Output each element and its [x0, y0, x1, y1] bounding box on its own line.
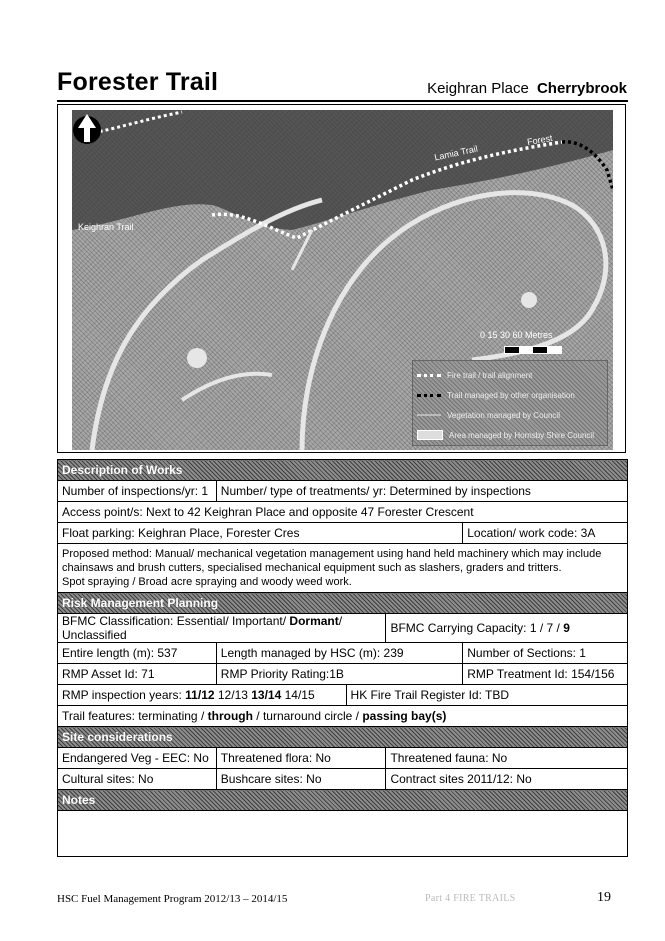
- inspections-label: Number of inspections/yr:: [62, 484, 199, 498]
- inspections-cell: [58, 481, 217, 502]
- table-row: [58, 614, 628, 643]
- bfmc-capacity-cell: [386, 614, 628, 643]
- legend-text: Fire trail / trail alignment: [447, 370, 533, 380]
- access-points-cell: Access point/s: Next to 42 Keighran Place and opposite 47 Forester Crescent: [58, 502, 628, 523]
- method-line: Spot spraying / Broad acre spraying and woody weed work.: [62, 576, 352, 588]
- bfmc-class-prefix: BFMC Classification: Essential/ Important/: [62, 614, 290, 628]
- table-row: [58, 664, 628, 685]
- flora-cell: Threatened flora: No: [216, 748, 386, 769]
- inspection-year: 14/15: [281, 688, 315, 702]
- map-scale-bar: [504, 346, 562, 354]
- legend-text: Vegetation managed by Council: [447, 410, 560, 420]
- section-header-notes: [58, 790, 628, 811]
- label-forest-trail: Forest: [526, 132, 554, 148]
- cultural-cell: Cultural sites: No: [58, 769, 217, 790]
- location-code-cell: Location/ work code: 3A: [463, 523, 628, 544]
- table-row: [58, 769, 628, 790]
- section-header-risk: [58, 593, 628, 614]
- table-row: [58, 643, 628, 664]
- location-street: Keighran Place: [427, 80, 529, 97]
- features-prefix: Trail features: terminating /: [62, 709, 208, 723]
- inspection-year: 13/14: [251, 688, 282, 702]
- fauna-cell: Threatened fauna: No: [386, 748, 628, 769]
- legend-swatch: [417, 414, 441, 416]
- map-scale-text: 0 15 30 60 Metres: [480, 330, 553, 340]
- asset-id-cell: RMP Asset Id: 71: [58, 664, 217, 685]
- entire-length-cell: Entire length (m): 537: [58, 643, 217, 664]
- title-rule: [57, 100, 628, 102]
- feature-selected: through: [207, 709, 253, 723]
- float-parking-cell: Float parking: Keighran Place, Forester Cres: [58, 523, 463, 544]
- capacity-selected: 9: [563, 621, 570, 635]
- section-title: Site considerations: [58, 727, 628, 748]
- section-header-site: [58, 727, 628, 748]
- road-keighran: [92, 200, 322, 450]
- aerial-map: [72, 110, 613, 450]
- table-row: [58, 811, 628, 857]
- footer-part: Part 4 FIRE TRAILS: [425, 893, 516, 904]
- method-line: chainsaws and brush cutters, specialised mechanical equipment such as slashers, graders and tritters.: [62, 562, 562, 574]
- footer-program: HSC Fuel Management Program 2012/13 – 2014/15: [57, 893, 288, 905]
- works-table: [57, 459, 628, 857]
- inspection-years-cell: [58, 685, 347, 706]
- legend-text: Area managed by Hornsby Shire Council: [449, 430, 594, 440]
- capacity-prefix: BFMC Carrying Capacity: 1 / 7 /: [390, 621, 564, 635]
- label-keighran-trail: Keighran Trail: [78, 222, 134, 232]
- table-row: [58, 706, 628, 727]
- map-legend: [412, 360, 608, 446]
- legend-item: [417, 405, 603, 425]
- section-title: Description of Works: [58, 460, 628, 481]
- section-header-description: [58, 460, 628, 481]
- features-mid: / turnaround circle /: [252, 709, 363, 723]
- method-line: Proposed method: Manual/ mechanical vegetation management using hand held machinery which may include: [62, 548, 602, 560]
- bfmc-classification-cell: [58, 614, 386, 643]
- table-row: [58, 481, 628, 502]
- bushcare-cell: Bushcare sites: No: [216, 769, 386, 790]
- eec-cell: Endangered Veg - EEC: No: [58, 748, 217, 769]
- hk-register-cell: HK Fire Trail Register Id: TBD: [346, 685, 627, 706]
- table-row: [58, 685, 628, 706]
- map-frame: [57, 104, 626, 453]
- table-row: [58, 544, 628, 593]
- page-location: [427, 80, 627, 97]
- cul-de-sac: [521, 292, 537, 308]
- notes-body[interactable]: [58, 811, 628, 857]
- turnaround-circle: [187, 348, 207, 368]
- legend-text: Trail managed by other organisation: [447, 390, 575, 400]
- section-title: Notes: [58, 790, 628, 811]
- proposed-method-cell: [58, 544, 628, 593]
- treatment-id-cell: RMP Treatment Id: 154/156: [463, 664, 628, 685]
- legend-item: [417, 425, 603, 445]
- sections-cell: Number of Sections: 1: [463, 643, 628, 664]
- feature-selected: passing bay(s): [362, 709, 447, 723]
- inspections-value: 1: [201, 484, 209, 498]
- table-row: [58, 748, 628, 769]
- bfmc-class-selected: Dormant: [289, 614, 339, 628]
- legend-swatch: [417, 374, 441, 377]
- legend-swatch: [417, 430, 443, 440]
- legend-item: [417, 385, 603, 405]
- contract-cell: Contract sites 2011/12: No: [386, 769, 628, 790]
- page-number: 19: [597, 890, 611, 905]
- managed-length-cell: Length managed by HSC (m): 239: [216, 643, 462, 664]
- page-title: Forester Trail: [57, 68, 219, 96]
- legend-swatch: [417, 394, 441, 397]
- priority-cell: RMP Priority Rating:1B: [216, 664, 462, 685]
- inspection-year: 11/12: [185, 688, 215, 702]
- label-lamia-trail: Lamia Trail: [433, 143, 479, 163]
- bfmc-class-suffix: / Unclassified: [62, 614, 343, 642]
- section-title: Risk Management Planning: [58, 593, 628, 614]
- legend-item: [417, 365, 603, 385]
- treatments-cell: Number/ type of treatments/ yr: Determined by inspections: [216, 481, 627, 502]
- trail-features-cell: [58, 706, 628, 727]
- inspection-label: RMP inspection years:: [62, 688, 186, 702]
- north-arrow-icon: [72, 110, 102, 146]
- table-row: [58, 523, 628, 544]
- location-suburb: Cherrybrook: [536, 80, 627, 97]
- road-spur: [182, 374, 272, 400]
- bushland-area: [72, 110, 613, 230]
- table-row: [58, 502, 628, 523]
- inspection-year: 12/13: [214, 688, 252, 702]
